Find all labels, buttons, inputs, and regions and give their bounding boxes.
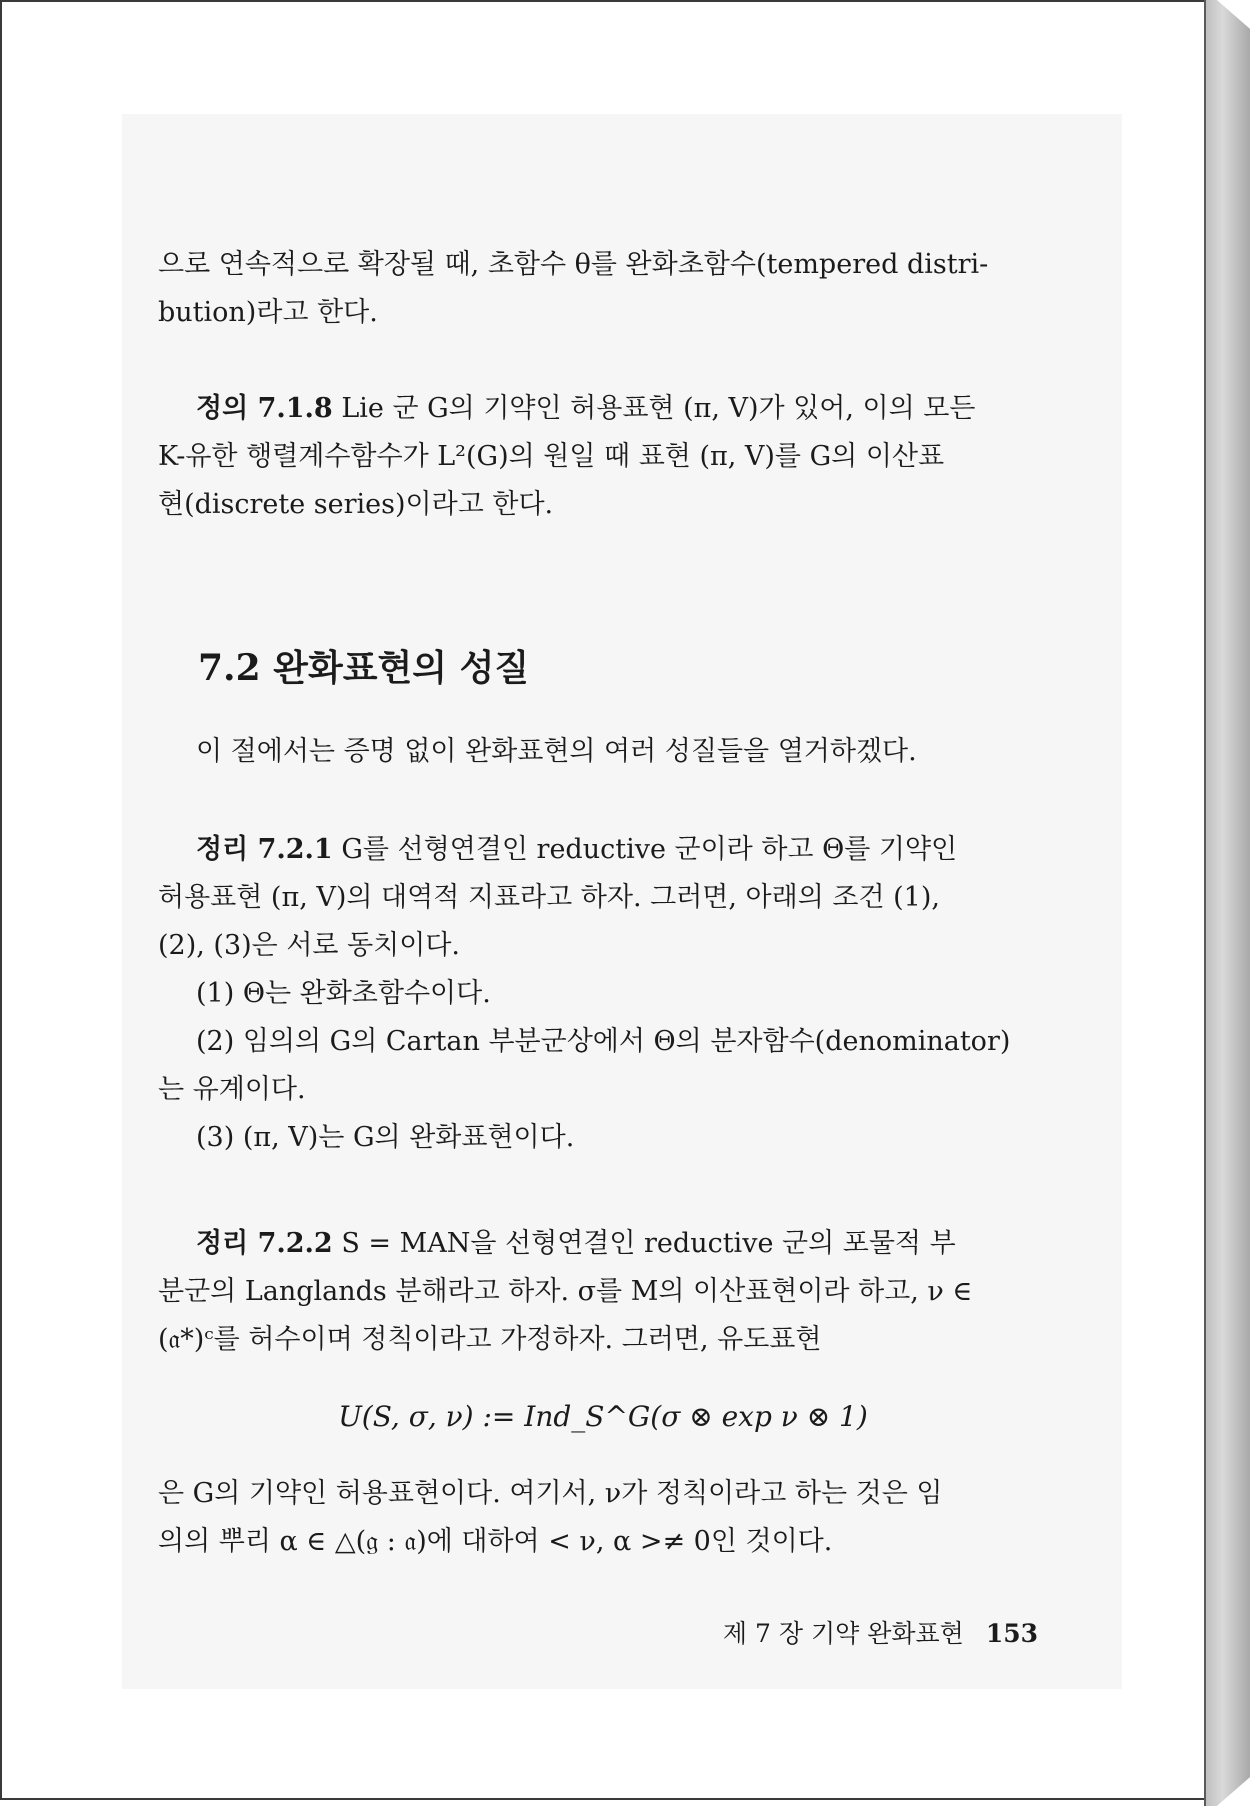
section-intro-line: 이 절에서는 증명 없이 완화표현의 여러 성질들을 열거하겠다. <box>196 736 917 767</box>
theorem-7-2-2-text-1: S = MAN을 선형연결인 reductive 군의 포물적 부 <box>332 1228 956 1259</box>
theorem-7-2-1-item-3: (3) (π, V)는 G의 완화표현이다. <box>196 1122 575 1153</box>
theorem-7-2-2 <box>158 1220 1038 1364</box>
theorem-7-2-2-label: 정리 7.2.2 <box>196 1228 333 1259</box>
theorem-7-2-1-item-2-cont: 는 유계이다. <box>158 1074 306 1105</box>
chapter-title: 제 7 장 기약 완화표현 <box>722 1619 964 1648</box>
intro-line-1: 으로 연속적으로 확장될 때, 초함수 θ를 완화초함수(tempered distri- <box>158 249 989 280</box>
intro-paragraph <box>158 241 1038 337</box>
definition-line-3: 현(discrete series)이라고 한다. <box>158 489 554 520</box>
definition-line-1 <box>158 385 1038 433</box>
definition-label: 정의 7.1.8 <box>196 393 333 424</box>
book-page-edge <box>1204 0 1250 1806</box>
theorem-7-2-2-after <box>158 1470 1038 1566</box>
theorem-7-2-2-line-2: 분군의 Langlands 분해라고 하자. σ를 M의 이산표현이라 하고, ν ∈ <box>158 1276 973 1307</box>
theorem-7-2-2-line-1 <box>158 1220 1038 1268</box>
theorem-7-2-1-item-1: (1) Θ는 완화초함수이다. <box>196 978 491 1009</box>
section-intro <box>158 728 1038 776</box>
page-number: 153 <box>985 1619 1038 1648</box>
definition-text-1: Lie 군 G의 기약인 허용표현 (π, V)가 있어, 이의 모든 <box>332 393 976 424</box>
theorem-7-2-1-line-2: 허용표현 (π, V)의 대역적 지표라고 하자. 그러면, 아래의 조건 (1), <box>158 882 940 913</box>
definition-line-2: K-유한 행렬계수함수가 L²(G)의 원일 때 표현 (π, V)를 G의 이산표 <box>158 441 945 472</box>
theorem-7-2-1-text-1: G를 선형연결인 reductive 군이라 하고 Θ를 기약인 <box>332 834 958 865</box>
section-title: 7.2 완화표현의 성질 <box>198 647 530 689</box>
definition-7-1-8 <box>158 385 1038 529</box>
theorem-7-2-1 <box>158 826 1038 1162</box>
theorem-7-2-2-after-line-2: 의의 뿌리 α ∈ △(𝔤 : 𝔞)에 대하여 < ν, α >≠ 0인 것이다. <box>158 1526 833 1557</box>
theorem-7-2-1-item-2: (2) 임의의 G의 Cartan 부분군상에서 Θ의 분자함수(denominator) <box>196 1026 1011 1057</box>
theorem-7-2-2-after-line-1: 은 G의 기약인 허용표현이다. 여기서, ν가 정칙이라고 하는 것은 임 <box>158 1478 943 1509</box>
page-footer <box>700 1614 1038 1650</box>
theorem-7-2-1-label: 정리 7.2.1 <box>196 834 333 865</box>
theorem-7-2-2-line-3: (𝔞*)ᶜ를 허수이며 정칙이라고 가정하자. 그러면, 유도표현 <box>158 1324 822 1355</box>
theorem-7-2-1-line-3: (2), (3)은 서로 동치이다. <box>158 930 460 961</box>
theorem-7-2-1-line-1 <box>158 826 1038 874</box>
intro-line-2: bution)라고 한다. <box>158 297 378 328</box>
induced-representation-formula: U(S, σ, ν) := Ind_S^G(σ ⊗ exp ν ⊗ 1) <box>338 1400 868 1433</box>
page-edge-line <box>1204 0 1206 1806</box>
